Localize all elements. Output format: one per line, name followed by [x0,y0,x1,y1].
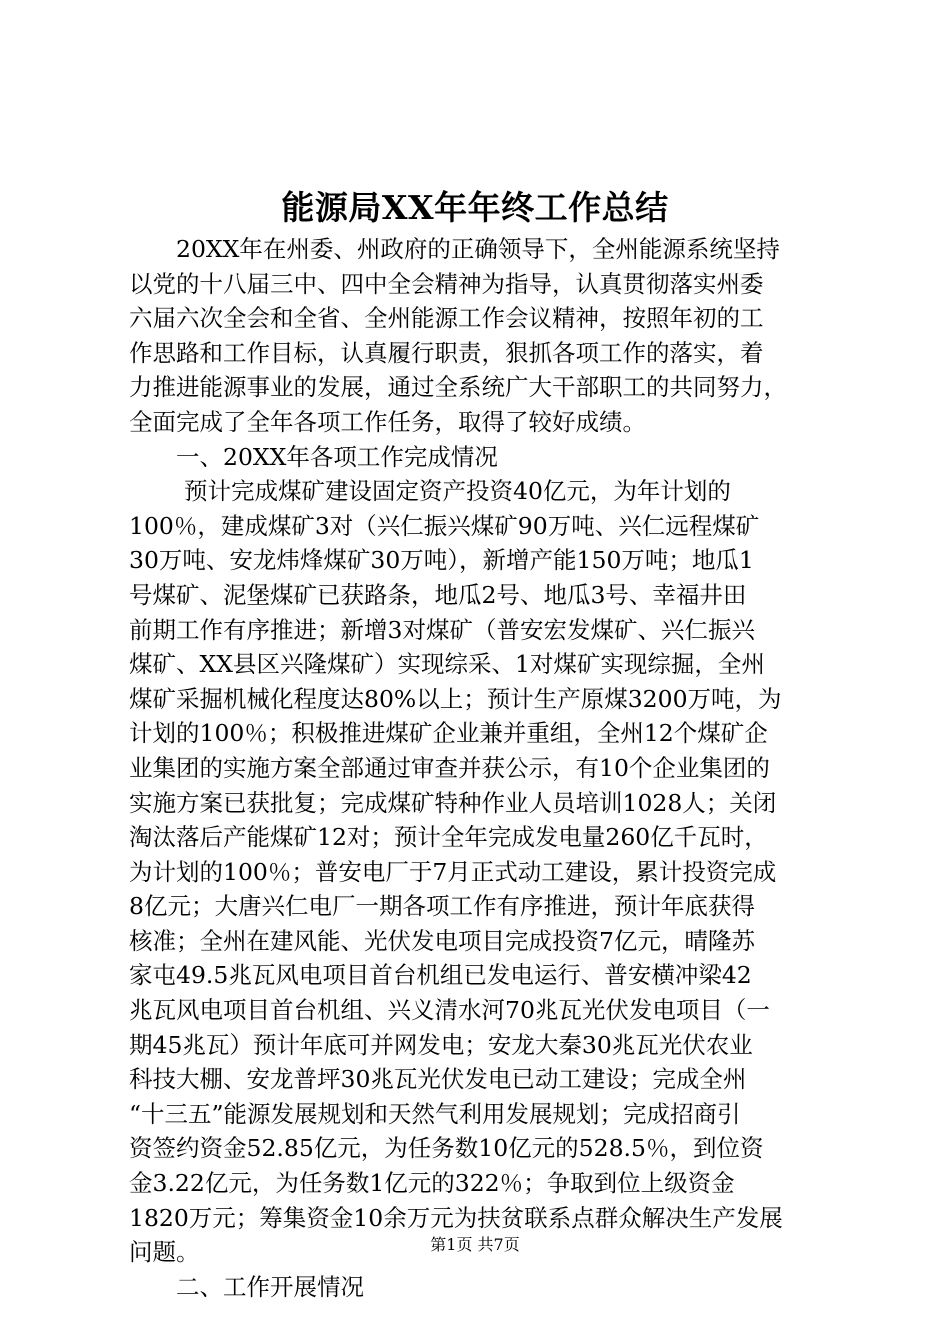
paragraph-line: 计划的100％；积极推进煤矿企业兼并重组，全州12个煤矿企 [129,719,768,748]
paragraph-line: 煤矿采掘机械化程度达80%以上；预计生产原煤3200万吨，为 [129,684,782,713]
paragraph-line: 淘汰落后产能煤矿12对；预计全年完成发电量260亿千瓦时， [129,823,768,852]
document-body [129,232,839,1304]
paragraph-line: 兆瓦风电项目首台机组、兴义清水河70兆瓦光伏发电项目（一 [129,996,770,1025]
paragraph-line: 家屯49.5兆瓦风电项目首台机组已发电运行、普安横冲梁42 [129,961,752,990]
paragraph-line: 科技大棚、安龙普坪30兆瓦光伏发电已动工建设；完成全州 [129,1065,747,1094]
paragraph-line: 20XX年在州委、州政府的正确领导下，全州能源系统坚持 [176,235,780,263]
page-footer: 第1页 共7页 [430,1235,520,1254]
paragraph-line: 资签约资金52.85亿元，为任务数10亿元的528.5％，到位资 [129,1134,764,1163]
paragraph-line: 业集团的实施方案全部通过审查并获公示，有10个企业集团的 [129,753,770,782]
paragraph-line: 期45兆瓦）预计年底可并网发电；安龙大秦30兆瓦光伏农业 [129,1030,753,1059]
paragraph-line: 前期工作有序推进；新增3对煤矿（普安宏发煤矿、兴仁振兴 [129,615,755,644]
paragraph-line: 100％，建成煤矿3对（兴仁振兴煤矿90万吨、兴仁远程煤矿 [129,511,760,540]
paragraph-line: 1820万元；筹集资金10余万元为扶贫联系点群众解决生产发展 [129,1203,783,1232]
paragraph-line: 六届六次全会和全省、全州能源工作会议精神，按照年初的工 [129,304,764,333]
paragraph-line: 力推进能源事业的发展，通过全系统广大干部职工的共同努力， [129,373,787,402]
paragraph-line: 8亿元；大唐兴仁电厂一期各项工作有序推进，预计年底获得 [129,892,755,921]
section-heading: 二、工作开展情况 [176,1272,364,1301]
paragraph-line: 号煤矿、泥堡煤矿已获路条，地瓜2号、地瓜3号、幸福井田 [129,580,747,609]
document-title: 能源局XX年年终工作总结 [281,188,669,227]
paragraph-line: 以党的十八届三中、四中全会精神为指导，认真贯彻落实州委 [129,269,764,298]
paragraph-line: 核准；全州在建风能、光伏发电项目完成投资7亿元，晴隆苏 [129,926,755,955]
paragraph-line: 作思路和工作目标，认真履行职责，狠抓各项工作的落实，着 [129,338,764,367]
paragraph-line: 为计划的100％；普安电厂于7月正式动工建设，累计投资完成 [129,857,777,886]
paragraph-line: “十三五”能源发展规划和天然气利用发展规划；完成招商引 [129,1099,741,1128]
paragraph-line: 实施方案已获批复；完成煤矿特种作业人员培训1028人；关闭 [129,788,777,817]
paragraph-line: 全面完成了全年各项工作任务，取得了较好成绩。 [129,407,646,436]
paragraph-line: 问题。 [129,1238,200,1267]
paragraph-line: 金3.22亿元，为任务数1亿元的322％；争取到位上级资金 [129,1169,735,1198]
section-heading: 一、20XX年各项工作完成情况 [176,442,498,471]
paragraph-line: 30万吨、安龙炜烽煤矿30万吨），新增产能150万吨；地瓜1 [129,546,754,575]
paragraph-line: 预计完成煤矿建设固定资产投资40亿元，为年计划的 [184,477,731,506]
paragraph-line: 煤矿、XX县区兴隆煤矿）实现综采、1对煤矿实现综掘，全州 [129,650,765,679]
